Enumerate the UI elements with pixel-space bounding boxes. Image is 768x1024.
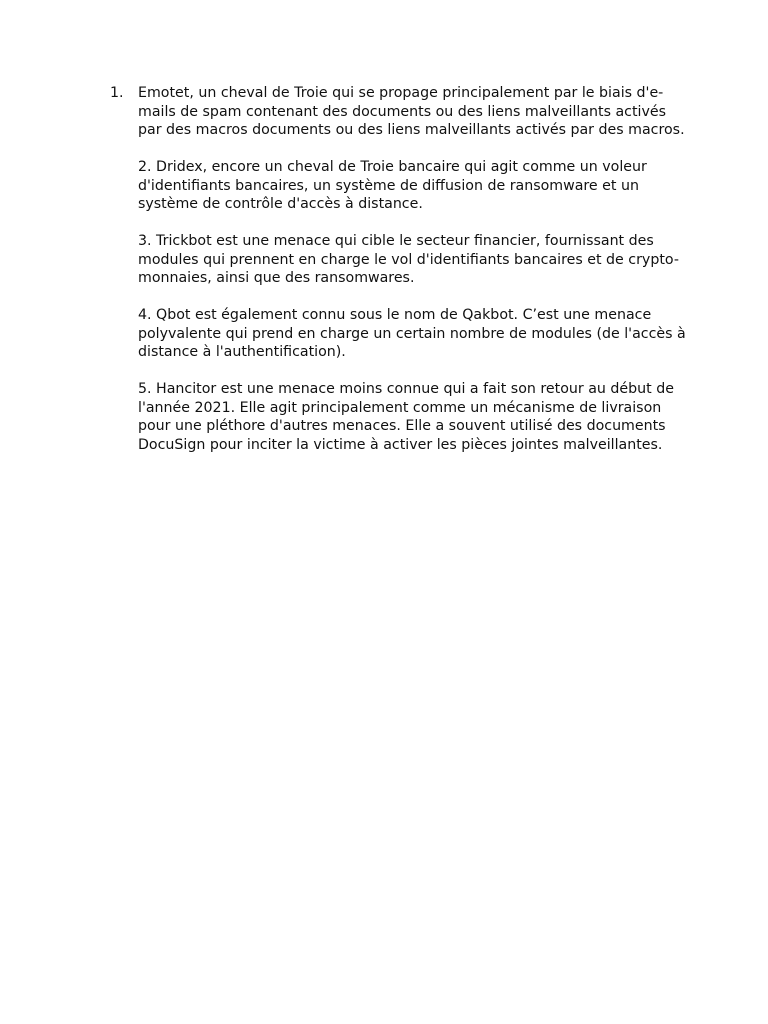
paragraph-hancitor: 5. Hancitor est une menace moins connue qui a fait son retour au début de l'année 2021. Elle agit principalement comme un mécanisme de livraison pour une pléthore d'autres menaces. Elle a souvent utilisé des documents DocuSign pour inciter la victime à activer les pièces jointes malveillantes. bbox=[138, 381, 674, 453]
list-item-emotet bbox=[110, 84, 690, 140]
paragraph-block-qbot bbox=[110, 306, 690, 362]
paragraph-block-trickbot bbox=[110, 232, 690, 288]
paragraph-emotet: Emotet, un cheval de Troie qui se propage principalement par le biais d'e-mails de spam contenant des documents ou des liens malveillants activés par des macros documents ou des liens malveillants activés par des macros. bbox=[138, 85, 685, 138]
list-marker: 1. bbox=[110, 85, 124, 101]
paragraph-block-hancitor bbox=[110, 380, 690, 454]
paragraph-trickbot: 3. Trickbot est une menace qui cible le secteur financier, fournissant des modules qui prennent en charge le vol d'identifiants bancaires et de crypto-monnaies, ainsi que des ransomwares. bbox=[138, 233, 679, 286]
paragraph-block-dridex bbox=[110, 158, 690, 214]
document-body bbox=[110, 84, 690, 473]
paragraph-dridex: 2. Dridex, encore un cheval de Troie bancaire qui agit comme un voleur d'identifiants bancaires, un système de diffusion de ransomware et un système de contrôle d'accès à distance. bbox=[138, 159, 647, 212]
paragraph-qbot: 4. Qbot est également connu sous le nom de Qakbot. C’est une menace polyvalente qui prend en charge un certain nombre de modules (de l'accès à distance à l'authentification). bbox=[138, 307, 686, 360]
